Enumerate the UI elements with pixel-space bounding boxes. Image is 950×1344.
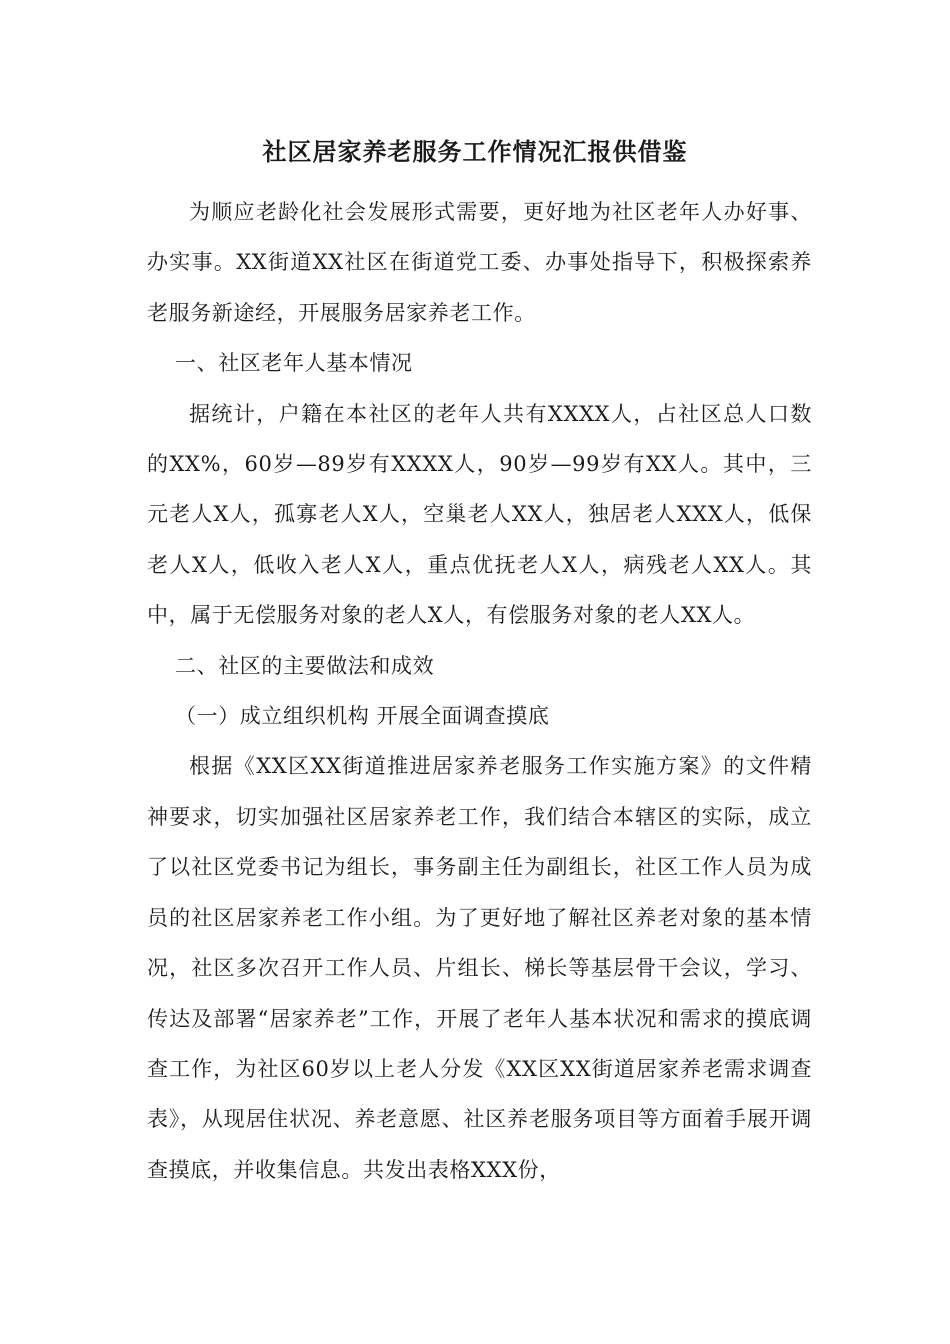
organization-paragraph: 根据《XX区XX街道推进居家养老服务工作实施方案》的文件精神要求，切实加强社区居家养老工作，我们结合本辖区的实际，成立了以社区党委书记为组长，事务副主任为副组长，社区工作人员为成员的社区居家养老工作小组。为了更好地了解社区养老对象的基本情况，社区多次召开工作人员、片组长、梯长等基层骨干会议，学习、传达及部署“居家养老”工作，开展了老年人基本状况和需求的摸底调查工作，为社区60岁以上老人分发《XX区XX街道居家养老需求调查表》，从现居住状况、养老意愿、社区养老服务项目等方面着手展开调查摸底，并收集信息。共发出表格XXX份，	[147, 754, 812, 1182]
statistics-paragraph: 据统计，户籍在本社区的老年人共有XXXX人，占社区总人口数的XX%，60岁—89岁有XXXX人，90岁—99岁有XX人。其中，三元老人X人，孤寡老人X人，空巢老人XX人，独居老人XXX人，低保老人X人，低收入老人X人，重点优抚老人X人，病残老人XX人。其中，属于无偿服务对象的老人X人，有偿服务对象的老人XX人。	[147, 401, 812, 628]
section-heading-1: 一、社区老年人基本情况	[175, 351, 413, 376]
section-heading-2: 二、社区的主要做法和成效	[175, 653, 435, 678]
document-title: 社区居家养老服务工作情况汇报供借鉴	[262, 137, 688, 166]
intro-paragraph: 为顺应老龄化社会发展形式需要，更好地为社区老年人办好事、办实事。XX街道XX社区在街道党工委、办事处指导下，积极探索养老服务新途经，开展服务居家养老工作。	[147, 200, 812, 325]
subsection-heading-1: （一）成立组织机构 开展全面调查摸底	[175, 704, 550, 729]
document-body	[147, 187, 812, 1195]
